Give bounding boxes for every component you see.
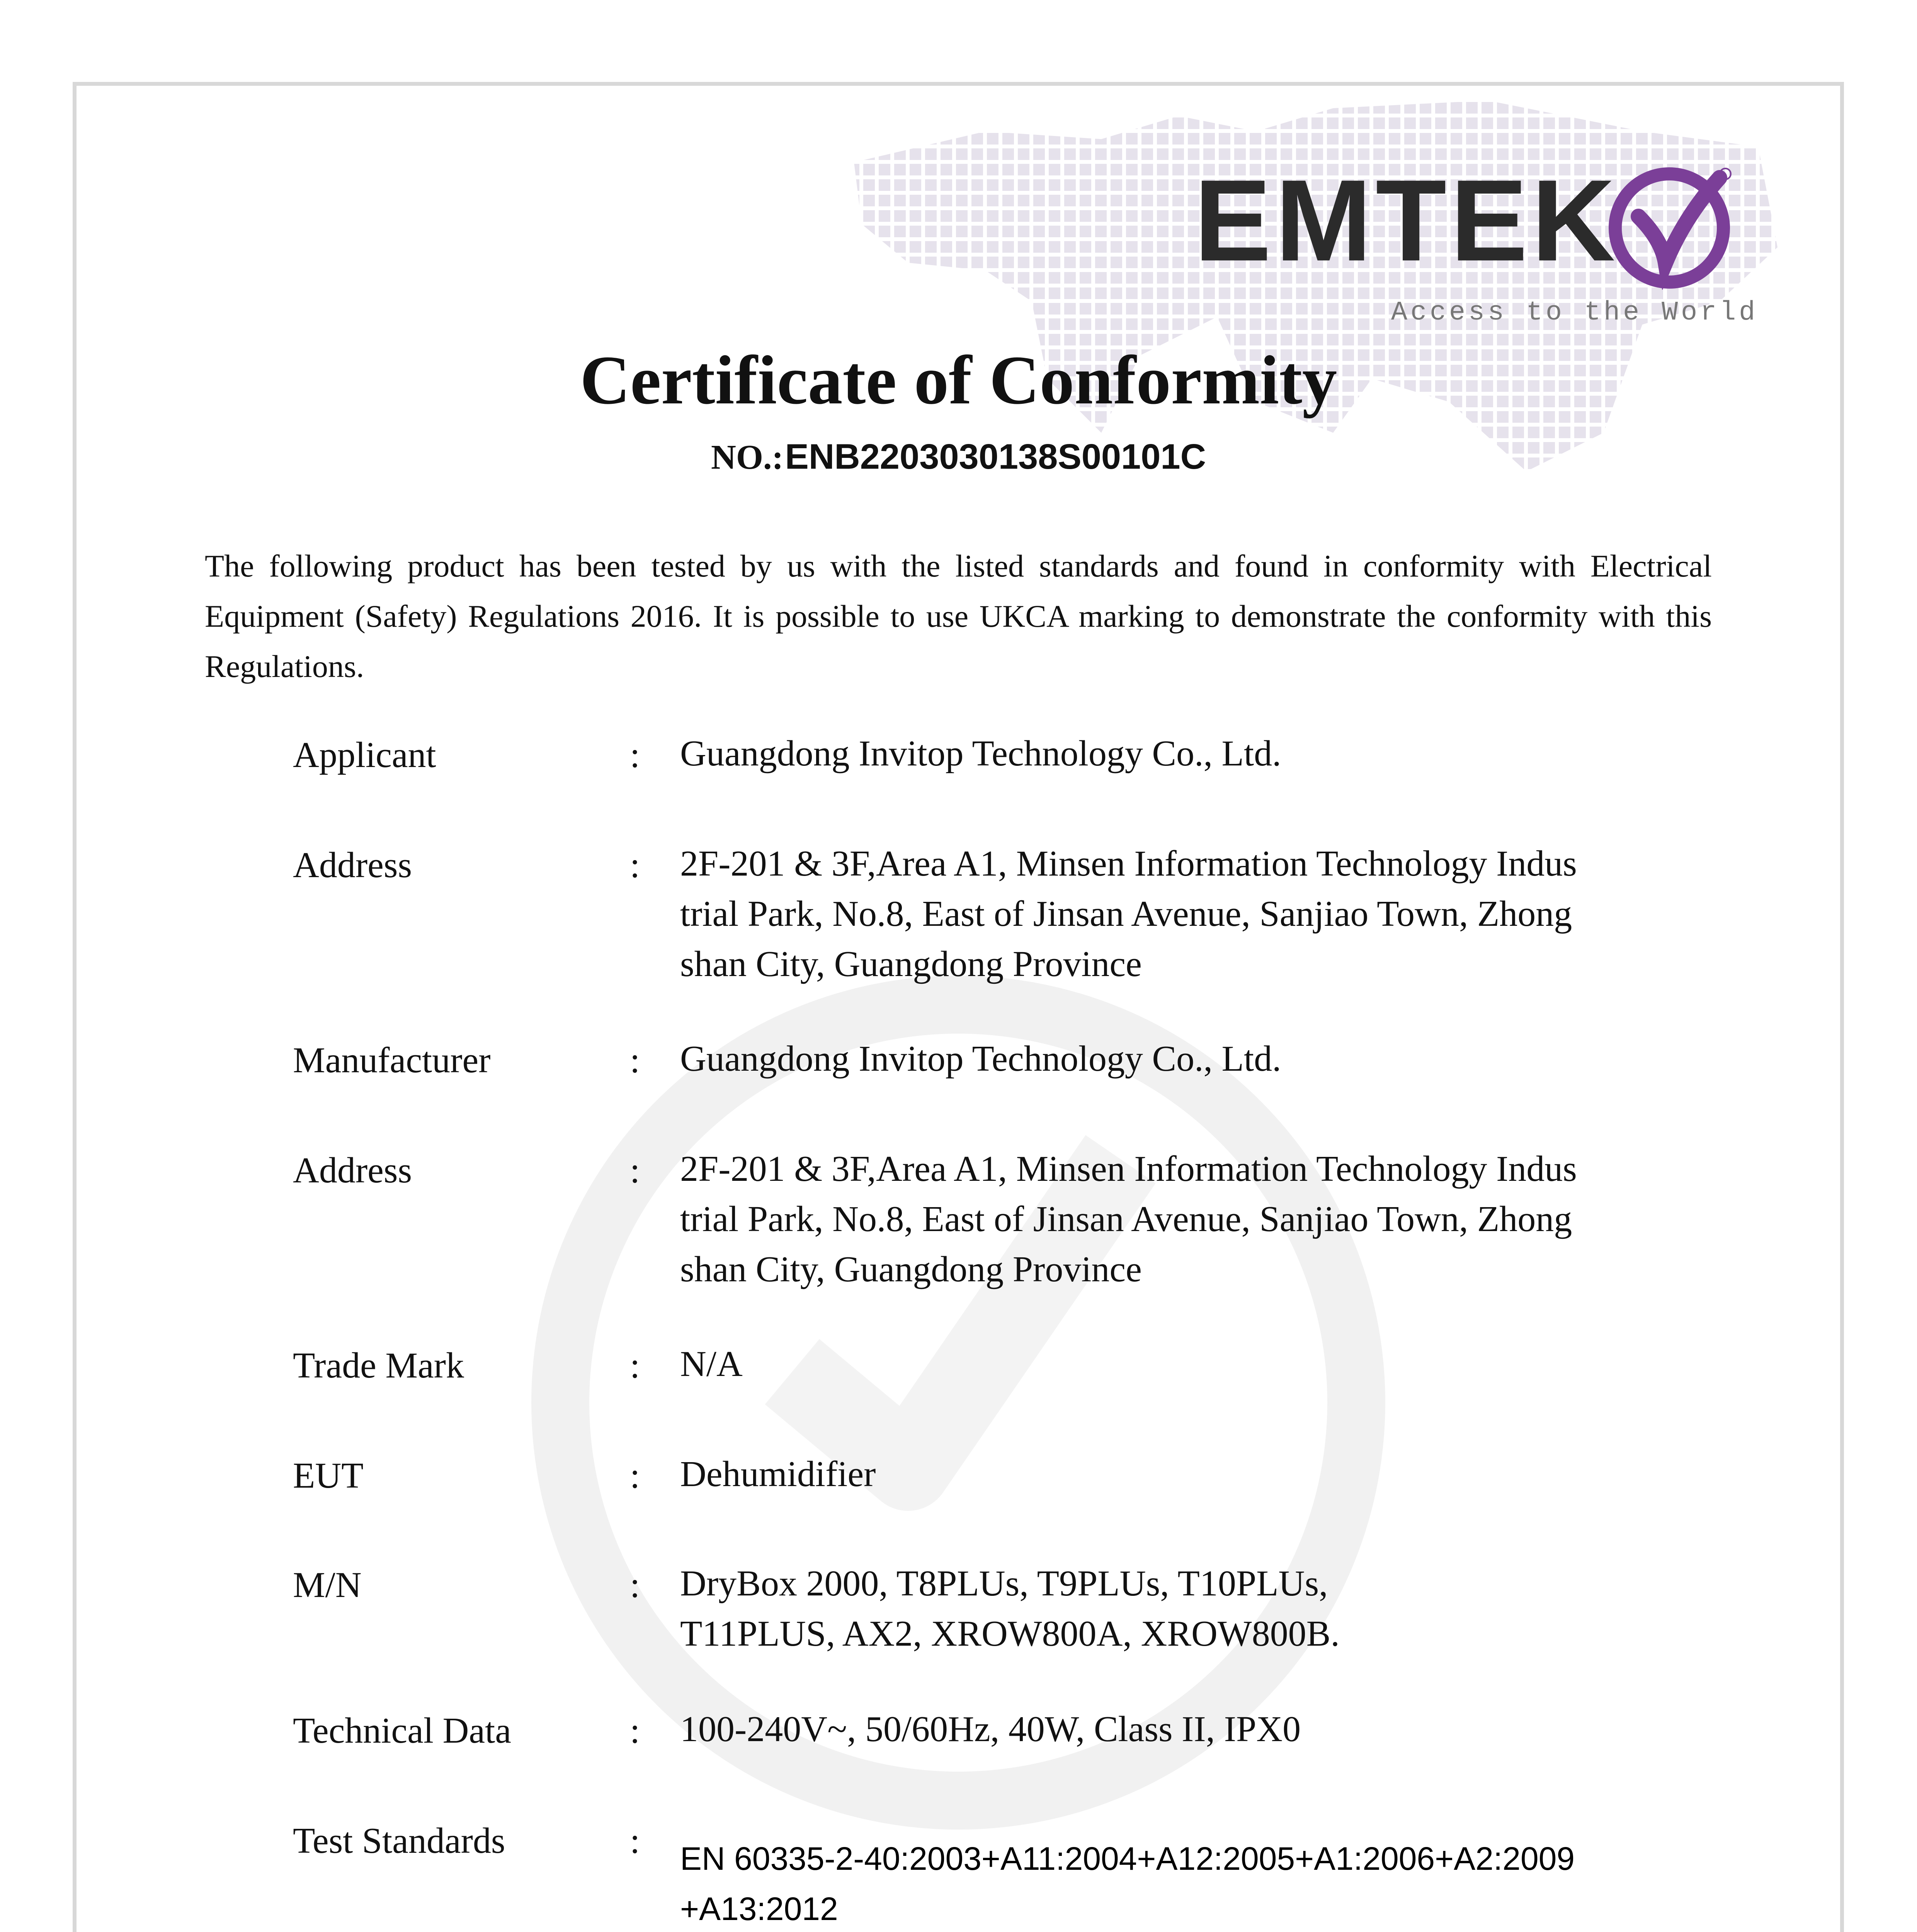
brand-tagline: Access to the World xyxy=(1391,298,1759,328)
colon: : xyxy=(630,845,640,885)
colon: : xyxy=(630,1456,640,1496)
colon: : xyxy=(630,1150,640,1190)
trade-mark-label: Trade Mark xyxy=(293,1345,464,1386)
mn-label: M/N xyxy=(293,1565,362,1605)
address-line: shan City, Guangdong Province xyxy=(680,1249,1142,1289)
standard-line: EN 60335-2-40:2003+A11:2004+A12:2005+A1:2006+A2:2009 xyxy=(680,1840,1575,1877)
manufacturer-address-value xyxy=(680,1144,1685,1294)
test-standards-value xyxy=(680,1833,1685,1932)
address-line: 2F-201 & 3F,Area A1, Minsen Information Technology Indus xyxy=(680,844,1577,884)
applicant-address-value xyxy=(680,838,1685,989)
manufacturer-address-label: Address xyxy=(293,1150,412,1190)
address-line: trial Park, No.8, East of Jinsan Avenue, Sanjiao Town, Zhong xyxy=(680,1199,1572,1239)
colon: : xyxy=(630,1040,640,1080)
mn-value xyxy=(680,1558,1685,1659)
test-standards-label: Test Standards xyxy=(293,1821,505,1861)
model-line: T11PLUS, AX2, XROW800A, XROW800B. xyxy=(680,1614,1340,1654)
certificate-number xyxy=(0,437,1917,477)
address-line: trial Park, No.8, East of Jinsan Avenue, Sanjiao Town, Zhong xyxy=(680,894,1572,934)
colon: : xyxy=(630,735,640,775)
address-line: 2F-201 & 3F,Area A1, Minsen Information Technology Indus xyxy=(680,1149,1577,1189)
brand-logo-check-icon xyxy=(1607,162,1735,290)
applicant-label: Applicant xyxy=(293,735,436,775)
standard-line: +A13:2012 xyxy=(680,1891,838,1927)
technical-data-value: 100-240V~, 50/60Hz, 40W, Class II, IPX0 xyxy=(680,1709,1301,1749)
technical-data-label: Technical Data xyxy=(293,1711,511,1751)
eut-value: Dehumidifier xyxy=(680,1454,876,1494)
intro-paragraph: The following product has been tested by us with the listed standards and found in conformity with Electrical Equipment (Safety) Regulations 2016. It is possible to use UKCA marking to demonstrate the conformity with this Regulations. xyxy=(205,548,1712,684)
colon: : xyxy=(630,1711,640,1751)
model-line: DryBox 2000, T8PLUs, T9PLUs, T10PLUs, xyxy=(680,1563,1328,1604)
certificate-title: Certificate of Conformity xyxy=(580,342,1337,418)
colon: : xyxy=(630,1821,640,1861)
applicant-value: Guangdong Invitop Technology Co., Ltd. xyxy=(680,733,1281,774)
applicant-address-label: Address xyxy=(293,845,412,885)
manufacturer-label: Manufacturer xyxy=(293,1040,491,1080)
certificate-number-value: ENB2203030138S00101C xyxy=(785,437,1206,476)
trade-mark-value: N/A xyxy=(680,1344,743,1384)
colon: : xyxy=(630,1565,640,1605)
certificate-number-label: NO.: xyxy=(711,438,784,476)
eut-label: EUT xyxy=(293,1456,364,1496)
manufacturer-value: Guangdong Invitop Technology Co., Ltd. xyxy=(680,1039,1281,1079)
address-line: shan City, Guangdong Province xyxy=(680,944,1142,984)
brand-logo-text: EMTEK xyxy=(1194,155,1619,285)
colon: : xyxy=(630,1345,640,1386)
